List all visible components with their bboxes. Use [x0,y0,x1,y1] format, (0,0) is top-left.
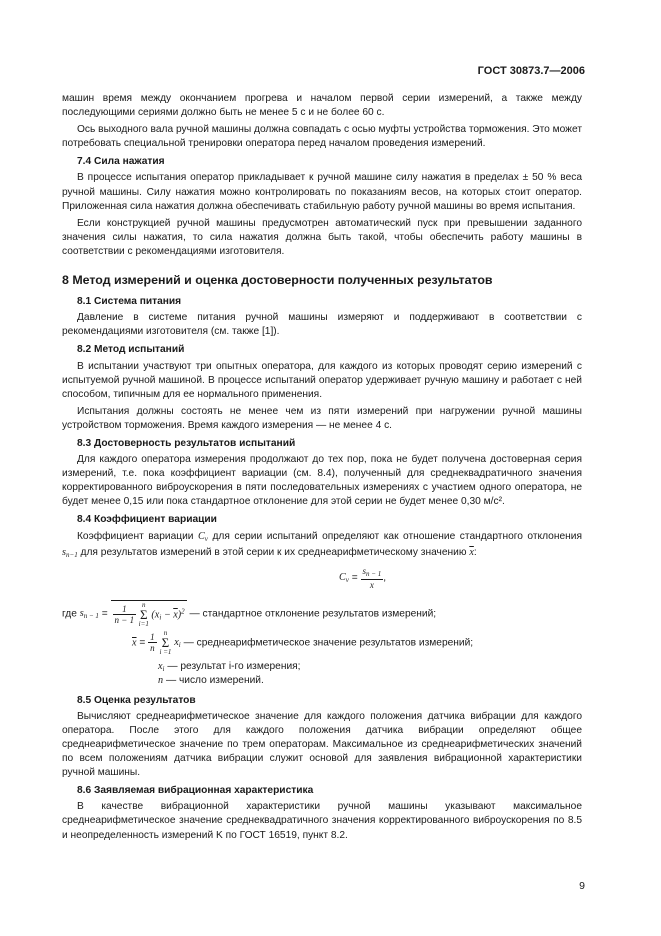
where-label: где [62,608,77,620]
text-fragment: Коэффициент вариации [77,530,194,542]
formula-description: — среднеарифметическое значение результатов измерений; [183,637,474,649]
section-heading-8-2: 8.2 Метод испытаний [77,344,185,356]
section-heading-8-5: 8.5 Оценка результатов [77,694,196,706]
paragraph: Испытания должны состоять не менее чем из пяти измерений при нагружении ручной машины устройством торможения. Время каждого измерения — не менее 4 с. [62,405,582,431]
paragraph: В процессе испытания оператор прикладывает к ручной машине силу нажатия в пределах ± 50 % веса ручной машины. Силу нажатия можно контролировать по показаниям весов, на которых стоит оператор. Приложенная сила нажатия должна обеспечивать стабильную работу ручной машины во время испытания. [62,172,582,212]
text-fragment: для результатов измерений в этой серии к их среднеарифметическому значению [80,546,467,558]
text-fragment: для серии испытаний определяют как отношение стандартного отклонения [212,530,582,542]
formula-description: — стандартное отклонение результатов измерений; [189,608,437,620]
section-heading-8-4: 8.4 Коэффициент вариации [77,514,217,526]
paragraph: Для каждого оператора измерения продолжают до тех пор, пока не будет получена достоверная серия измерений, т.е. пока коэффициент вариации (см. 8.4), полученный для среднеквадратичного значения корректированного виброускорения в пяти последовательных измерениях с участием одного оператора, не будет менее 0,15 или пока стандартное отклонение для этой серии не будет менее 0,30 м/с². [62,454,582,508]
paragraph: В испытании участвуют три опытных оператора, для каждого из которых проводят серию измерений с испытуемой ручной машиной. В процессе испытаний оператор удерживает ручную машину и работает с ней способом, типичным для ее нормального применения. [62,360,582,400]
section-heading-8-6: 8.6 Заявляемая вибрационная характеристика [77,785,314,797]
formula-legend-xi: $x_i$ — результат i-го измерения; [158,660,301,673]
formula-mean: $\overline{x}$ = $\frac{1}{n}$ n Σ i =1 $x_i$ — среднеарифметическое значение результатов измерений; [132,628,474,656]
paragraph: Ось выходного вала ручной машины должна совпадать с осью муфты устройства торможения. Это может потребовать специальной тренировки оператора перед началом проведения измерений. [62,124,582,150]
paragraph: Коэффициент вариации $C_v$ для серии испытаний определяют как отношение стандартного отклонения $s_{n-1}$ для результатов измерений в этой серии к их среднеарифметическому значению $\overline{x}$: [62,530,582,559]
section-heading-8-3: 8.3 Достоверность результатов испытаний [77,437,296,449]
paragraph: Давление в системе питания ручной машины измеряют и поддерживают в соответствии с рекомендациями изготовителя (см. также [1]). [62,312,582,338]
paragraph: Если конструкцией ручной машины предусмотрен автоматический пуск при превышении заданного значения силы нажатия, то сила нажатия должна быть такой, чтобы обеспечить работу машины в соответствии с рекомендациями изготовителя. [62,217,582,257]
document-header: ГОСТ 30873.7—2006 [477,65,585,77]
paragraph: Вычисляют среднеарифметическое значение для каждого положения датчика вибрации для каждого оператора. После этого для каждого положения датчика вибрации определяют общее среднеарифметическое значение по трем операторам. Максимальное из среднеарифметических значений по всем положениям датчика вибрации служит основой для заявления вибрационной характеристики ручной машины. [62,710,582,779]
formula-cv: $C_v$ = $\frac{s_{n - 1}}{x}$ , [339,565,387,590]
paragraph: В качестве вибрационной характеристики ручной машины указывают максимальное среднеарифметическое значение среднеквадратичного значения корректированного виброускорения по 8.5 и неопределенность измерений K по ГОСТ 16519, пункт 8.2. [62,801,582,841]
page-number: 9 [579,880,585,892]
formula-description: — число измерений. [165,674,264,686]
formula-description: — результат i-го измерения; [167,660,301,672]
formula-std-dev: где $s_{n - 1}$ = $\frac{1}{n - 1}$ n Σ i=1 $(x_i - \overline{x})^2$ — стандартное отклонение результатов измерений; [62,600,437,628]
page-body [62,92,582,843]
section-heading-7-4: 7.4 Сила нажатия [77,156,165,168]
formula-legend-n: n — число измерений. [158,674,264,686]
section-heading-8: 8 Метод измерений и оценка достоверности полученных результатов [62,273,493,288]
section-heading-8-1: 8.1 Система питания [77,296,182,308]
paragraph: машин время между окончанием прогрева и началом первой серии измерений, а также между последующими сериями должно быть не менее 5 с и не более 60 с. [62,93,582,119]
